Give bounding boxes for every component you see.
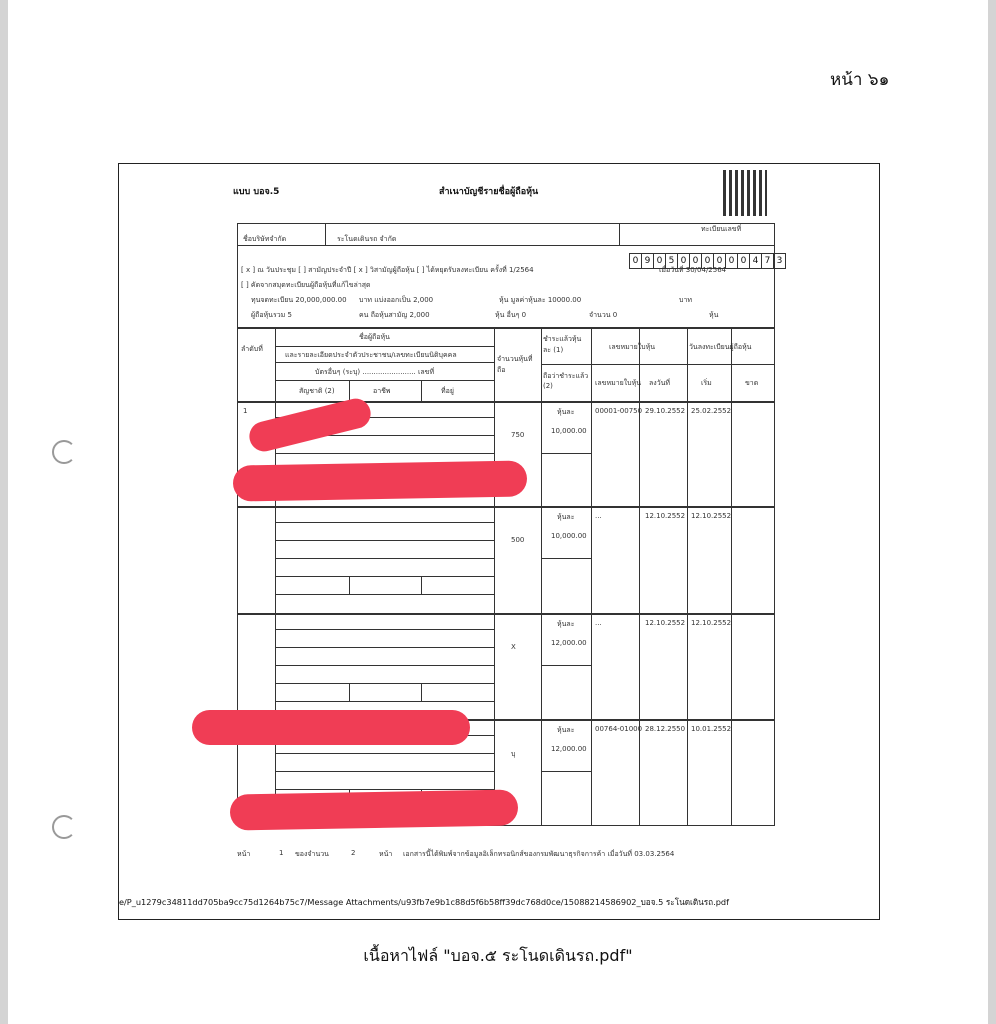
table-rule [275,701,494,702]
registration-date: 12.10.2552 [691,512,732,520]
table-rule [541,665,591,666]
file-caption: เนื้อหาไฟล์ "บอจ.๕ ระโนดเดินรถ.pdf" [363,946,633,965]
footer-unit: หน้า [379,850,393,858]
registration-date: 12.10.2552 [691,619,732,627]
table-rule [275,453,494,454]
col-paid: ชำระแล้วหุ้นละ (1) [543,335,582,354]
table-rule [541,364,775,365]
share-count: 750 [511,431,525,439]
table-rule [349,683,350,701]
table-rule [639,328,640,826]
registration-date: 10.01.2552 [691,725,732,733]
table-rule [237,401,775,403]
table-rule [275,380,494,381]
share-count: 500 [511,536,525,544]
shares: บาท แบ่งออกเป็น 2,000 [359,296,434,304]
table-rule [275,346,494,347]
unit: หุ้น [709,311,719,319]
paid-label: หุ้นละ [557,620,575,628]
col-cert-date: ลงวันที่ [649,379,671,387]
table-rule [541,328,542,826]
punch-hole-icon [52,815,76,839]
paid-amount: 12,000.00 [551,745,587,753]
certificate-date: 29.10.2552 [645,407,686,415]
table-rule [421,380,422,401]
punch-hole-icon [52,440,76,464]
registration-digit: 0 [677,253,690,269]
table-rule [237,245,775,246]
redaction-mark [233,460,528,501]
company-name: ระโนดเดินรถ จำกัด [337,235,397,243]
table-rule [731,328,732,826]
table-rule [275,771,494,772]
company-label: ชื่อบริษัทจำกัด [243,235,287,243]
table-rule [619,223,620,246]
certificate-date: 12.10.2552 [645,619,686,627]
table-rule [325,223,326,246]
info-line: [ x ] ณ วันประชุม [ ] สามัญประจำปี [ x ] วิสามัญผู้ถือหุ้น [ ] ได้หยุดรับลงทะเบียน ครั้งที่ 1/2564 [241,266,534,274]
table-rule [687,328,688,826]
table-rule [421,576,422,594]
footer-pages: 2 [351,849,356,857]
form-code: แบบ บอจ.5 [233,187,280,197]
col-count: จำนวนหุ้นที่ถือ [497,355,533,374]
table-rule [275,540,494,541]
col-holder-detail: และรายละเอียดประจำตัวประชาชน/เลขทะเบียนนิติบุคคล [285,351,457,359]
table-rule [494,328,495,826]
table-rule [275,665,494,666]
table-rule [275,683,494,684]
col-cert-no: เลขหมายใบหุ้น [595,379,641,387]
share-count: บุ [511,750,516,758]
table-rule [275,362,494,363]
col-deemed-paid: ถือว่าชำระแล้ว (2) [543,372,589,390]
paid-label: หุ้นละ [557,513,575,521]
unit: บาท [679,296,692,304]
paid-amount: 12,000.00 [551,639,587,647]
registration-digit: 0 [689,253,702,269]
registration-digit: 0 [653,253,666,269]
left-page-edge [0,0,8,1024]
registration-digit: 0 [737,253,750,269]
registration-digit: 9 [641,253,654,269]
table-rule [237,613,775,615]
registration-date: 25.02.2552 [691,407,732,415]
registration-digit: 0 [713,253,726,269]
redaction-mark [192,710,470,745]
registration-digit: 5 [665,253,678,269]
table-rule [541,453,591,454]
shareholder-table [237,328,775,826]
table-rule [275,647,494,648]
table-rule [275,328,276,826]
share-count: X [511,643,516,651]
qr-code [723,170,767,216]
table-rule [275,629,494,630]
col-address: ที่อยู่ [441,387,454,395]
par-value: หุ้น มูลค่าหุ้นละ 10000.00 [499,296,582,304]
col-nationality: สัญชาติ (2) [299,387,335,395]
table-rule [275,594,494,595]
registration-label: ทะเบียนเลขที่ [701,225,742,233]
row-number: 1 [243,407,248,415]
table-rule [275,522,494,523]
certificate-number: 00001-00750 [595,407,643,415]
col-registration: วันลงทะเบียนผู้ถือหุ้น [689,343,752,351]
right-page-edge [988,0,996,1024]
table-rule [237,506,775,508]
other-shares: หุ้น อื่นๆ 0 [495,311,527,319]
table-rule [349,576,350,594]
table-rule [421,683,422,701]
registration-digit: 0 [701,253,714,269]
certificate-date: 28.12.2550 [645,725,686,733]
footer-of: ของจำนวน [295,850,329,858]
certificate-number: 00764-01000 [595,725,643,733]
holder-count: ผู้ถือหุ้นรวม 5 [251,311,292,319]
col-holder-id: บัตรอื่นๆ (ระบุ) ........................ เลขที่ [315,368,435,376]
paid-label: หุ้นละ [557,408,575,416]
capital: ทุนจดทะเบียน 20,000,000.00 [251,296,347,304]
table-rule [349,380,350,401]
total: จำนวน 0 [589,311,618,319]
paid-amount: 10,000.00 [551,532,587,540]
file-path: e/P_u1279c34811dd705ba9cc75d1264b75c7/Message Attachments/u93fb7e9b1c88d5f6b58ff39dc768d0ce/15088214586902_บอจ.5 ระโนดเดินรถ.pdf [119,897,729,907]
registration-digit: 4 [749,253,762,269]
footer-page-no: 1 [279,849,284,857]
col-order: ลำดับที่ [241,345,263,353]
certificate-number: ... [595,512,602,520]
col-occupation: อาชีพ [373,387,391,395]
info-date: เมื่อวันที่ 30/04/2564 [659,266,727,274]
table-rule [275,558,494,559]
registration-digit: 0 [725,253,738,269]
table-rule [275,576,494,577]
col-to: ขาด [745,379,759,387]
table-rule [591,328,592,826]
footer-note: เอกสารนี้ได้พิมพ์จากข้อมูลอิเล็กทรอนิกส์ของกรมพัฒนาธุรกิจการค้า เมื่อวันที่ 03.03.2564 [403,850,675,858]
info-line: [ ] คัดจากสมุดทะเบียนผู้ถือหุ้นที่แก้ไขล่าสุด [241,281,371,289]
footer-page: หน้า [237,850,251,858]
registration-digit: 3 [773,253,786,269]
col-holder: ชื่อผู้ถือหุ้น [359,333,390,341]
table-rule [541,771,591,772]
table-rule [275,753,494,754]
table-rule [541,558,591,559]
col-certificate: เลขหมายใบหุ้น [609,343,655,351]
certificate-number: ... [595,619,602,627]
registration-digit: 0 [629,253,642,269]
paid-amount: 10,000.00 [551,427,587,435]
col-from: เริ่ม [701,379,712,387]
form-title: สำเนาบัญชีรายชื่อผู้ถือหุ้น [439,187,539,197]
paid-label: หุ้นละ [557,726,575,734]
certificate-date: 12.10.2552 [645,512,686,520]
redaction-mark [230,789,519,830]
registration-digit: 7 [761,253,774,269]
page-label: หน้า ๖๑ [830,70,890,90]
common-shares: คน ถือหุ้นสามัญ 2,000 [359,311,430,319]
